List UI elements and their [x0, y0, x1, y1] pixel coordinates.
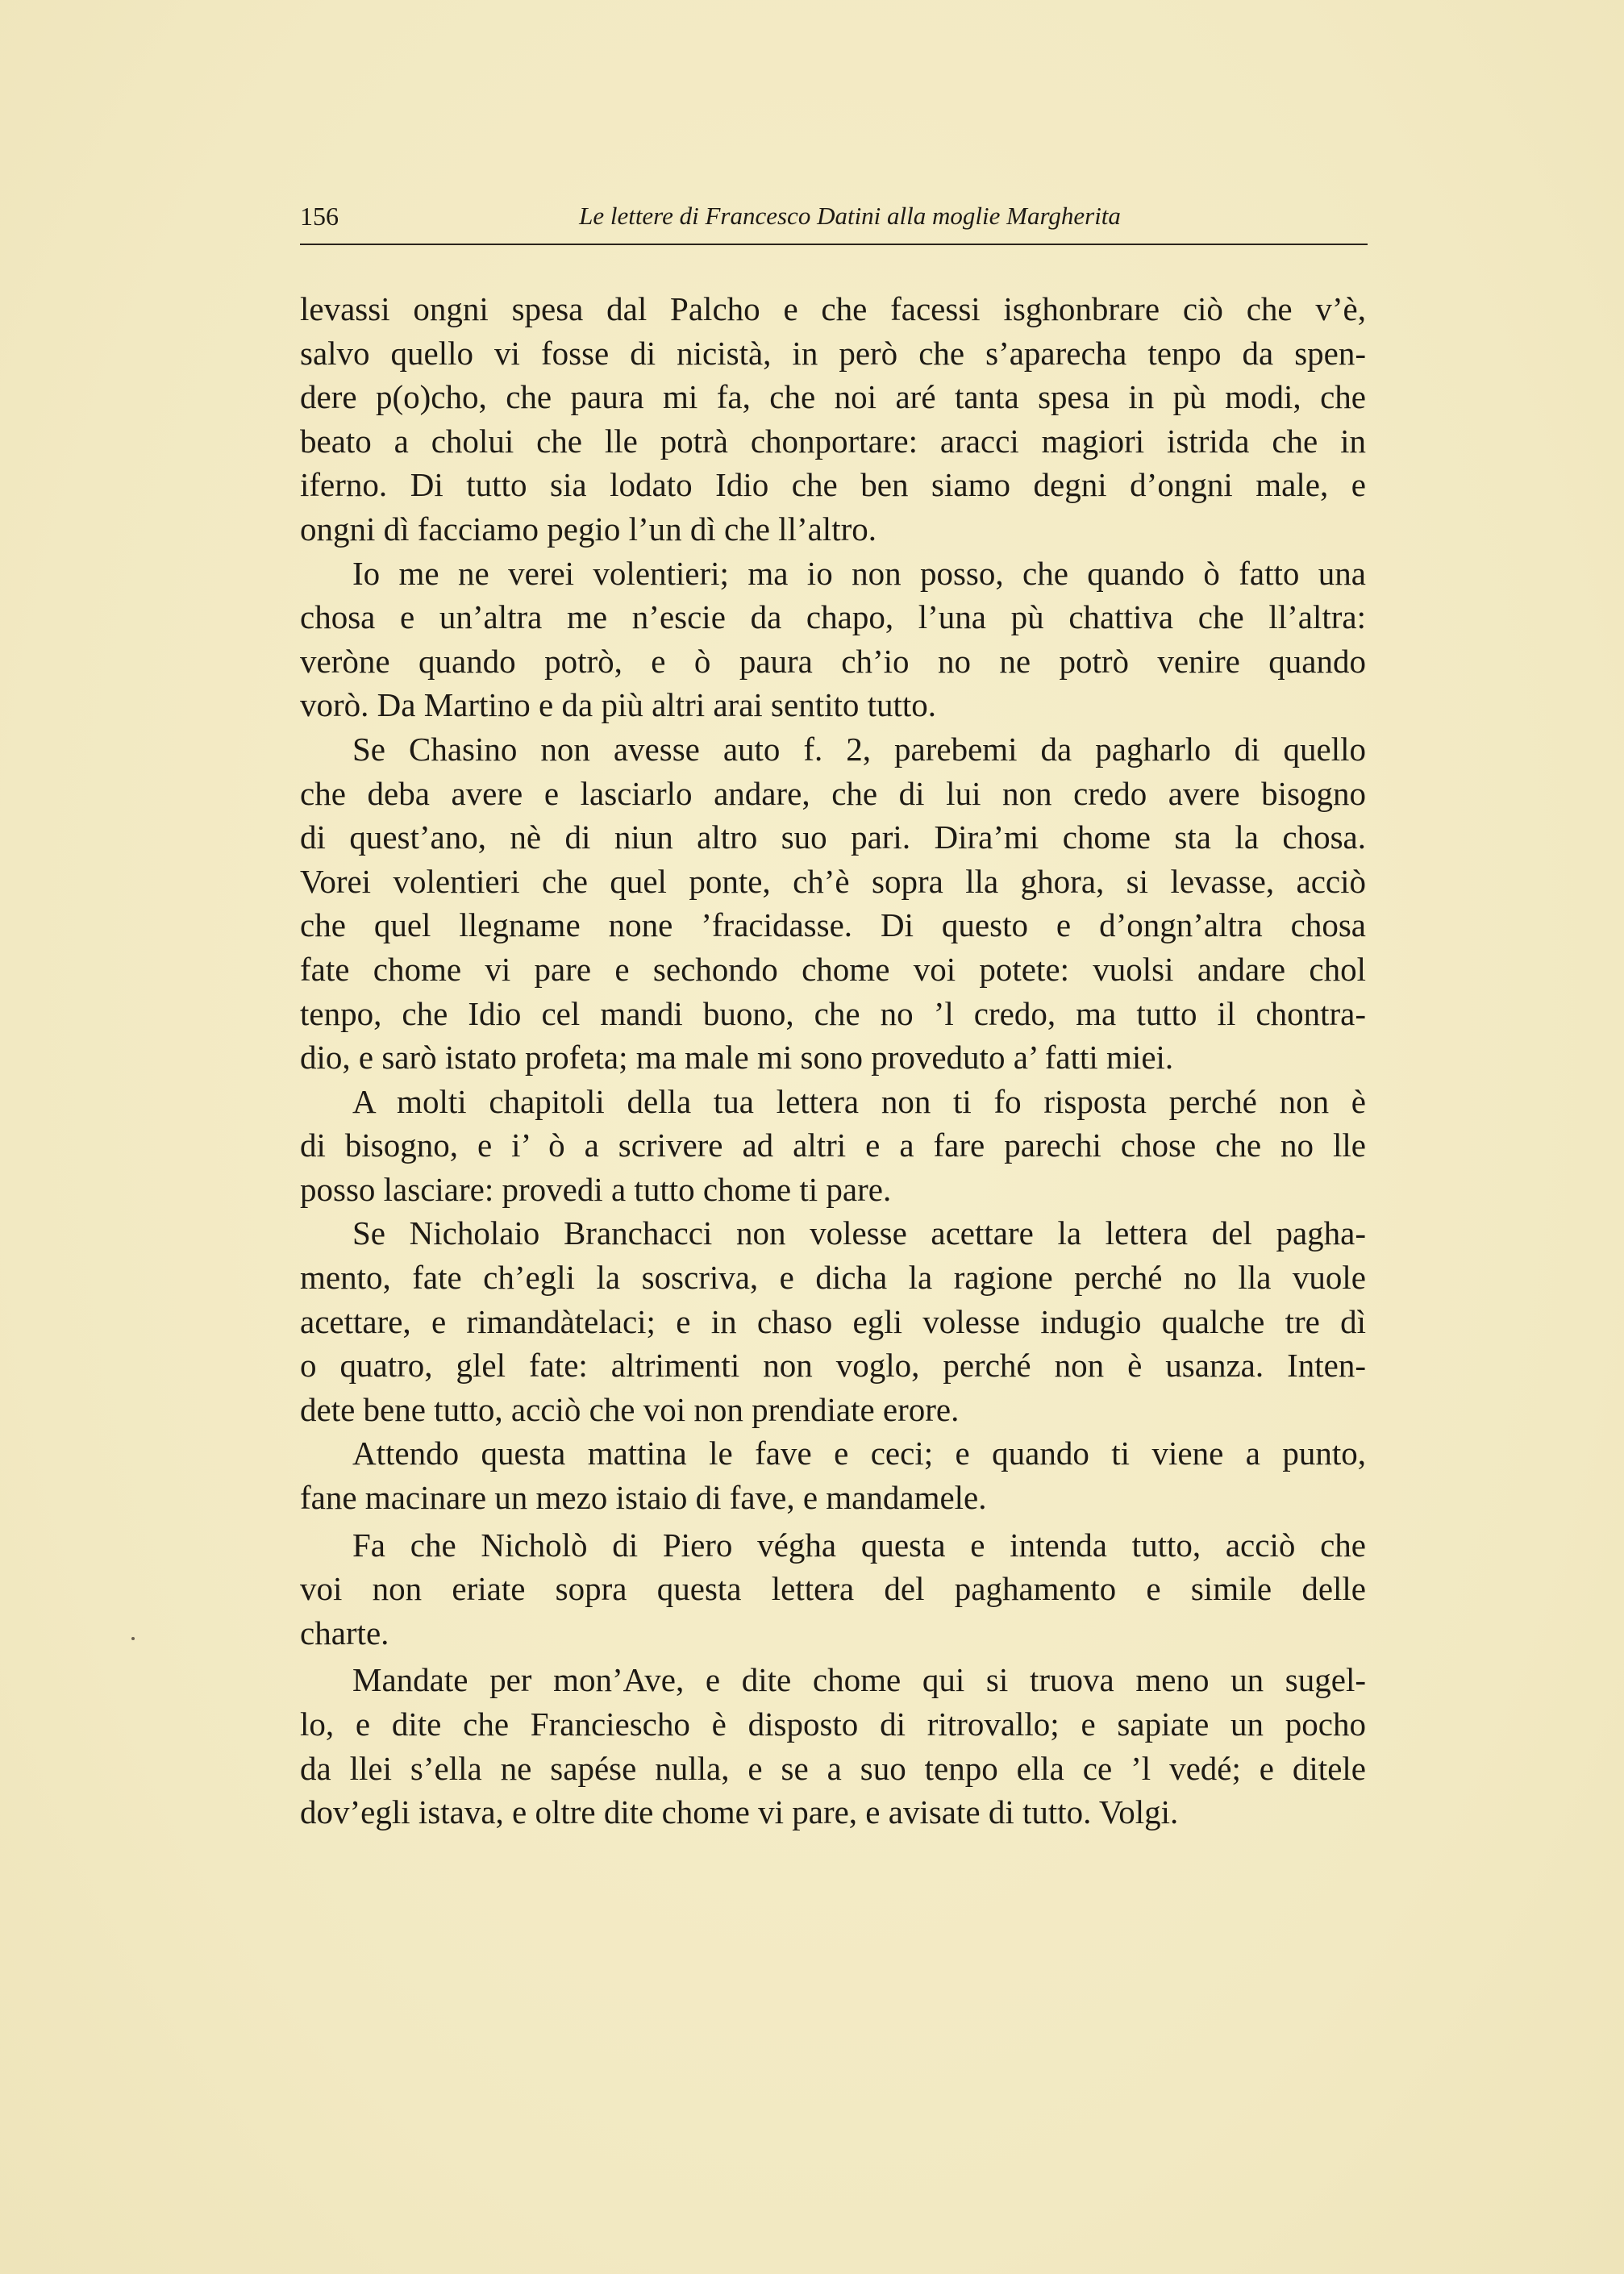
text-line: dete bene tutto, acciò che voi non prendiate erore. [300, 1390, 960, 1428]
text-line: tenpo, che Idio cel mandi buono, che no ’l credo, ma tutto il chontra- [300, 994, 1366, 1032]
text-line: voi non eriate sopra questa lettera del paghamento e simile delle [300, 1570, 1366, 1608]
text-line: Attendo questa mattina le fave e ceci; e quando ti viene a punto, [352, 1435, 1366, 1472]
text-line: acettare, e rimandàtelaci; e in chaso egli volesse indugio qualche tre dì [300, 1302, 1366, 1340]
text-line: vorò. Da Martino e da più altri arai sentito tutto. [300, 686, 937, 724]
text-line: Mandate per mon’Ave, e dite chome qui si truova meno un sugel- [352, 1661, 1366, 1699]
text-line: Se Chasino non avesse auto f. 2, parebemi da pagharlo di quello [352, 730, 1366, 768]
text-line: Fa che Nicholò di Piero végha questa e intenda tutto, acciò che [352, 1526, 1366, 1564]
running-title: Le lettere di Francesco Datini alla moglie Margherita [579, 202, 1121, 230]
text-line: A molti chapitoli della tua lettera non ti fo risposta perché non è [352, 1082, 1366, 1120]
page-number: 156 [300, 202, 339, 231]
paragraph [300, 1658, 1366, 1834]
text-line: iferno. Di tutto sia lodato Idio che ben siamo degni d’ongni male, e [300, 466, 1366, 504]
text-line: Io me ne verei volentieri; ma io non posso, che quando ò fatto una [352, 554, 1366, 592]
text-line: di bisogno, e i’ ò a scrivere ad altri e a fare parechi chose che no lle [300, 1127, 1366, 1164]
paragraph [300, 552, 1366, 727]
text-line: veròne quando potrò, e ò paura ch’io no ne potrò venire quando [300, 642, 1366, 680]
text-line: che quel llegname none ’fracidasse. Di questo e d’ongn’altra chosa [300, 906, 1366, 944]
text-line: Vorei volentieri che quel ponte, ch’è sopra lla ghora, si levasse, acciò [300, 862, 1366, 900]
text-line: che deba avere e lasciarlo andare, che di lui non credo avere bisogno [300, 774, 1366, 812]
body-text [300, 287, 1366, 1835]
text-line: lo, e dite che Franciescho è disposto di ritrovallo; e sapiate un pocho [300, 1706, 1366, 1743]
text-line: charte. [300, 1614, 389, 1651]
text-line: dov’egli istava, e oltre dite chome vi pare, e avisate di tutto. Volgi. [300, 1793, 1179, 1831]
paper-speck [131, 1637, 135, 1640]
text-line: dio, e sarò istato profeta; ma male mi sono proveduto a’ fatti miei. [300, 1039, 1174, 1077]
text-line: dere p(o)cho, che paura mi fa, che noi aré tanta spesa in pù modi, che [300, 378, 1366, 416]
header-rule [300, 244, 1368, 245]
text-line: posso lasciare: provedi a tutto chome ti pare. [300, 1170, 892, 1208]
paragraph [300, 1211, 1366, 1431]
text-line: o quatro, glel fate: altrimenti non voglo, perché non è usanza. Inten- [300, 1347, 1366, 1385]
text-line: ongni dì facciamo pegio l’un dì che ll’altro. [300, 510, 877, 548]
paragraph [300, 727, 1366, 1080]
paragraph [300, 287, 1366, 552]
paragraph [300, 1080, 1366, 1212]
text-line: Se Nicholaio Branchacci non volesse acettare la lettera del pagha- [352, 1214, 1366, 1252]
text-line: salvo quello vi fosse di nicistà, in però che s’aparecha tenpo da spen- [300, 334, 1366, 372]
text-line: beato a cholui che lle potrà chonportare: aracci magiori istrida che in [300, 422, 1366, 460]
text-line: levassi ongni spesa dal Palcho e che facessi isghonbrare ciò che v’è, [300, 290, 1366, 327]
text-line: mento, fate ch’egli la soscriva, e dicha la ragione perché no lla vuole [300, 1259, 1366, 1297]
text-line: fate chome vi pare e sechondo chome voi potete: vuolsi andare chol [300, 950, 1366, 988]
text-line: di quest’ano, nè di niun altro suo pari. Dira’mi chome sta la chosa. [300, 818, 1366, 856]
paragraph [300, 1523, 1366, 1656]
text-line: da llei s’ella ne sapése nulla, e se a suo tenpo ella ce ’l vedé; e ditele [300, 1749, 1366, 1787]
running-head [300, 202, 1368, 242]
text-line: fane macinare un mezo istaio di fave, e mandamele. [300, 1479, 987, 1517]
paragraph [300, 1431, 1366, 1519]
text-line: chosa e un’altra me n’escie da chapo, l’una pù chattiva che ll’altra: [300, 598, 1366, 636]
